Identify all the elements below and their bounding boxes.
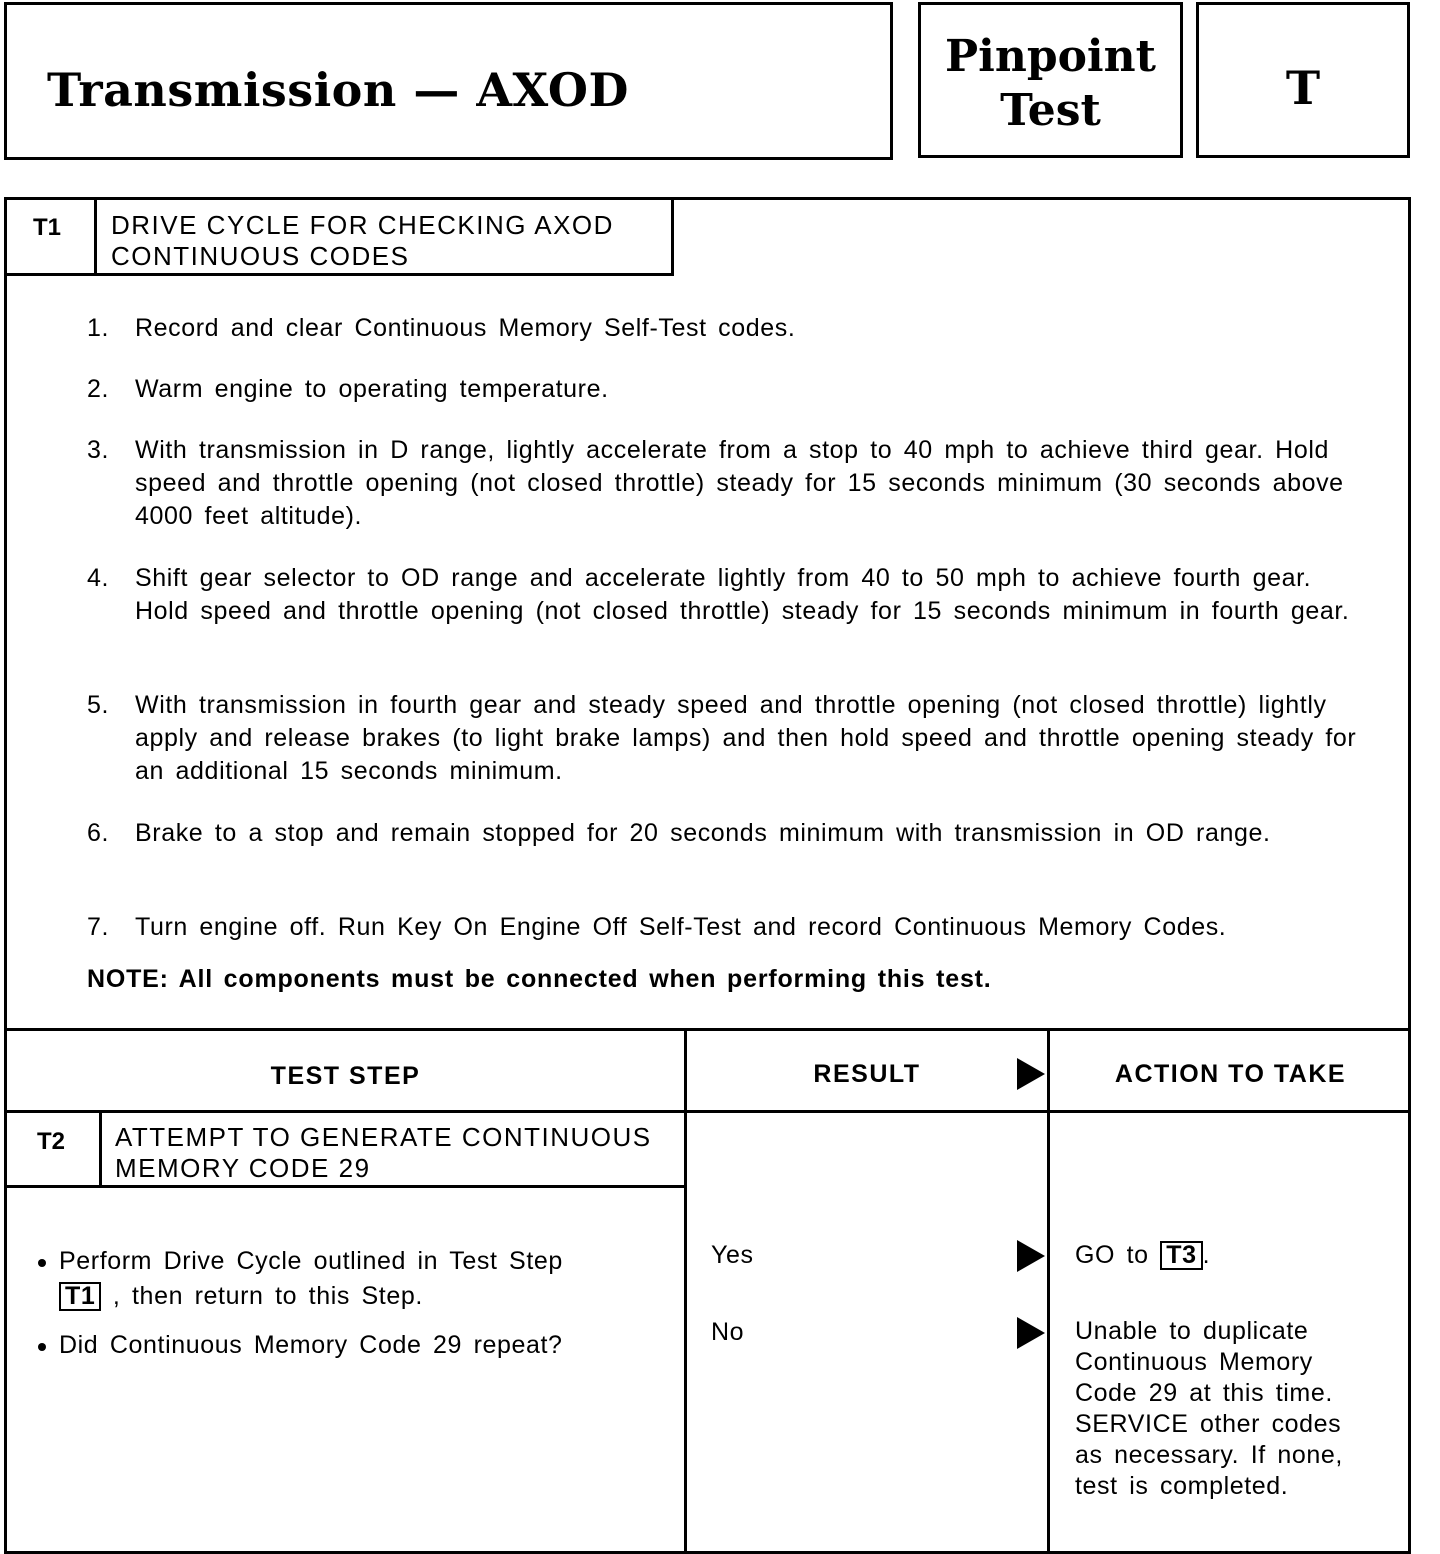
action-no xyxy=(1075,1316,1405,1502)
t1-step xyxy=(87,373,1357,406)
t2-instruction-1 xyxy=(59,1246,679,1277)
page-title: Transmission — AXOD xyxy=(47,63,629,117)
t2-header-bottom-rule xyxy=(7,1185,684,1188)
action-yes-text: GO to xyxy=(1075,1241,1149,1269)
step-number: 2. xyxy=(87,375,110,403)
t2-title-line1: ATTEMPT TO GENERATE CONTINUOUS xyxy=(115,1122,652,1152)
step-text: Brake to a stop and remain stopped for 20 seconds minimum with transmission in OD range. xyxy=(135,819,1271,847)
column-header-test-step: TEST STEP xyxy=(270,1062,421,1090)
action-column-divider xyxy=(1047,1028,1050,1554)
no-arrow-icon xyxy=(1017,1317,1045,1349)
step-number: 6. xyxy=(87,819,110,847)
result-yes: Yes xyxy=(711,1241,754,1269)
result-column-divider xyxy=(684,1028,687,1554)
t2-instruction-2: Did Continuous Memory Code 29 repeat? xyxy=(59,1331,563,1359)
header-title-box xyxy=(4,2,893,160)
bullet-icon xyxy=(38,1343,46,1351)
step-text: With transmission in fourth gear and steady speed and throttle opening (not closed throttle) lightly apply and release brakes (to light brake lamps) and then hold speed and throttle opening steady for an additional 15 seconds minimum. xyxy=(135,691,1357,785)
t1-note: NOTE: All components must be connected when performing this test. xyxy=(87,965,992,993)
section-label-line2: Test xyxy=(1000,85,1101,136)
t1-title-line2: CONTINUOUS CODES xyxy=(111,241,410,271)
action-no-line: Continuous Memory xyxy=(1075,1348,1313,1376)
t2-instruction-1-cont xyxy=(59,1281,679,1312)
action-no-line: SERVICE other codes xyxy=(1075,1410,1342,1438)
t1-id-divider xyxy=(94,200,97,276)
step-text: Record and clear Continuous Memory Self-Test codes. xyxy=(135,314,796,342)
step-number: 4. xyxy=(87,564,110,592)
section-code: T xyxy=(1285,61,1321,115)
t2-instruction-1-text: Perform Drive Cycle outlined in Test Step xyxy=(59,1247,563,1275)
t1-step xyxy=(87,689,1357,788)
step-text: With transmission in D range, lightly accelerate from a stop to 40 mph to achieve third gear. Hold speed and throttle opening (not closed throttle) steady for 15 seconds minimum (30 seconds above 4000 feet altitude). xyxy=(135,436,1344,530)
step-number: 5. xyxy=(87,691,110,719)
step-number: 1. xyxy=(87,314,110,342)
bullet-icon xyxy=(38,1259,46,1267)
step-ref-t1: T1 xyxy=(59,1282,101,1311)
table-top-rule xyxy=(7,1028,1411,1031)
column-header-action: ACTION TO TAKE xyxy=(1114,1060,1347,1088)
action-no-line: Unable to duplicate xyxy=(1075,1317,1309,1345)
test-frame xyxy=(4,197,1411,1554)
t1-header-bottom-rule xyxy=(7,273,674,276)
t2-title-line2: MEMORY CODE 29 xyxy=(115,1153,371,1183)
t2-id: T2 xyxy=(37,1128,66,1155)
action-no-line: test is completed. xyxy=(1075,1472,1289,1500)
action-no-line: as necessary. If none, xyxy=(1075,1441,1343,1469)
t1-step xyxy=(87,911,1357,944)
t1-step xyxy=(87,562,1357,628)
column-header-result: RESULT xyxy=(813,1060,921,1088)
t2-instruction-1-post: , then return to this Step. xyxy=(112,1282,423,1310)
yes-arrow-icon xyxy=(1017,1240,1045,1272)
action-yes xyxy=(1075,1240,1210,1271)
header-code-box xyxy=(1196,2,1410,158)
t1-id: T1 xyxy=(33,214,62,241)
result-no: No xyxy=(711,1318,745,1346)
table-header-rule xyxy=(7,1110,1411,1113)
action-no-line: Code 29 at this time. xyxy=(1075,1379,1333,1407)
action-yes-post: . xyxy=(1202,1241,1211,1269)
step-text: Shift gear selector to OD range and accelerate lightly from 40 to 50 mph to achieve fourth gear. Hold speed and throttle opening (not closed throttle) steady for 15 seconds minimum in fourth gear. xyxy=(135,564,1350,625)
step-number: 7. xyxy=(87,913,110,941)
step-ref-t3: T3 xyxy=(1160,1241,1202,1270)
step-text: Warm engine to operating temperature. xyxy=(135,375,609,403)
t1-step xyxy=(87,434,1357,533)
result-arrow-icon xyxy=(1017,1058,1045,1090)
t1-title-line1: DRIVE CYCLE FOR CHECKING AXOD xyxy=(111,210,614,240)
t1-step xyxy=(87,312,1357,345)
header-section-box xyxy=(918,2,1183,158)
t2-id-divider xyxy=(99,1113,102,1188)
t1-step xyxy=(87,817,1357,850)
step-text: Turn engine off. Run Key On Engine Off Self-Test and record Continuous Memory Codes. xyxy=(135,913,1227,941)
section-label-line1: Pinpoint xyxy=(945,31,1156,82)
t1-header-right-rule xyxy=(671,200,674,276)
step-number: 3. xyxy=(87,436,110,464)
